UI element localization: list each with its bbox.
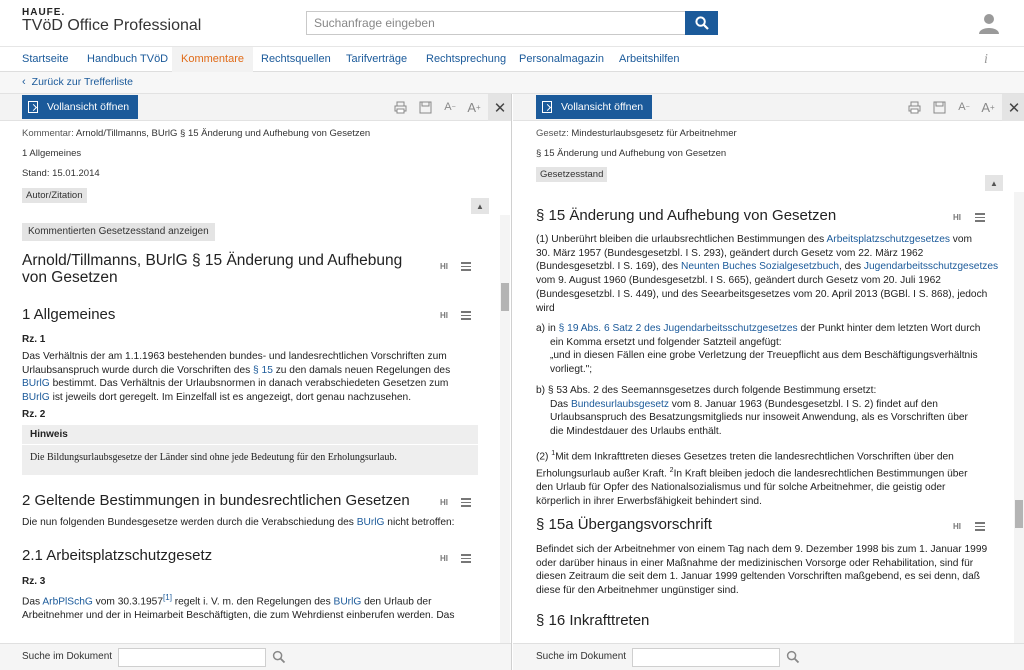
margin-number: Rz. 3	[22, 576, 46, 587]
nav-startseite[interactable]: Startseite	[22, 53, 69, 65]
left-close-button[interactable]: ✕	[488, 94, 512, 121]
section-heading-15: § 15 Änderung und Aufhebung von Gesetzen	[536, 207, 837, 224]
paragraph-item-b	[536, 384, 1006, 439]
brand-logo: HAUFE.	[22, 7, 66, 18]
paragraph	[536, 447, 1006, 509]
right-document-pane	[513, 94, 1024, 670]
text-line: die Mindestdauer des Urlaubs enthält.	[550, 426, 722, 438]
link-jugendarbeitsschutz-19[interactable]: § 19 Abs. 6 Satz 2 des Jugendarbeitsschutzgesetzes	[558, 323, 798, 334]
right-pane-toolbar	[513, 94, 1024, 121]
hi-icon[interactable]: HI	[440, 498, 448, 507]
left-fullview-label: Vollansicht öffnen	[47, 101, 130, 113]
text: Die nun folgenden Bundesgesetze werden durch die Verabschiedung des	[22, 517, 357, 528]
text: Urlaubsanspruch wurde durch die Vorschriften des	[22, 364, 254, 376]
text: (2)	[536, 451, 552, 463]
left-collapse-button[interactable]	[471, 198, 489, 214]
menu-icon[interactable]	[975, 213, 985, 222]
hi-icon[interactable]: HI	[440, 311, 448, 320]
text-line: 30. März 1957 (Bundesgesetzbl. I S. 293), geändert durch Gesetz vom 22. März 1962	[536, 247, 924, 259]
link-bundesurlaubsgesetz[interactable]: Bundesurlaubsgesetz	[570, 398, 669, 410]
margin-number: Rz. 1	[22, 334, 46, 345]
back-bar	[0, 72, 1024, 94]
text: Das	[550, 398, 571, 410]
text-line	[536, 233, 1006, 247]
left-meta-title	[22, 128, 370, 139]
menu-icon[interactable]	[461, 498, 471, 507]
text-line: oder darüber hinaus in einer Maßnahme der medizinischen Vorsorge oder Rehabilitation, sind für	[536, 557, 974, 569]
text-line: Urlaubsanspruch des Besatzungsmitglieds nur insoweit Anwendung, als es Vorschriften über	[550, 412, 968, 424]
menu-icon[interactable]	[975, 522, 985, 531]
save-icon[interactable]	[931, 99, 947, 115]
text-line: Arbeitnehmer und der in Heimarbeit Beschäftigten, die zum Wehrdienst einberufen werden. Das	[22, 610, 455, 622]
left-document-search-input[interactable]	[118, 648, 266, 667]
text-line: „und in diesen Fällen eine grobe Verletzung der Treuepflicht aus dem Beschäftigungsverhältnis	[550, 350, 978, 362]
text-line	[22, 377, 492, 391]
document-open-icon	[28, 101, 38, 113]
nav-personalmagazin[interactable]: Personalmagazin	[519, 53, 604, 65]
paragraph	[536, 543, 1006, 598]
left-document-content	[0, 215, 511, 643]
section-heading-16: § 16 Inkrafttreten	[536, 612, 650, 629]
text-line: diese für den Arbeitnehmer ungünstiger sind.	[536, 585, 739, 597]
show-commented-state-button[interactable]: Kommentierten Gesetzesstand anzeigen	[22, 223, 215, 241]
nav-rechtsprechung[interactable]: Rechtsprechung	[426, 53, 507, 65]
link-burlg[interactable]: BUrlG	[333, 596, 362, 608]
text-line	[536, 447, 1006, 464]
right-collapse-button[interactable]	[985, 175, 1003, 191]
right-document-content	[513, 192, 1024, 643]
text: (Bundesgesetzbl. I S. 169), des	[536, 261, 681, 273]
font-decrease-icon[interactable]: A −	[444, 101, 456, 113]
text-line	[536, 260, 1006, 274]
link-burlg[interactable]: BUrlG	[356, 517, 385, 528]
link-burlg[interactable]: BUrlG	[22, 378, 50, 390]
paragraph	[536, 233, 1006, 315]
hi-icon[interactable]: HI	[953, 213, 961, 222]
sentence-number: 1	[551, 450, 556, 457]
text: zu den damals neuen Regelungen des	[272, 364, 451, 376]
text-line: den Urlaub für Opfer des Nationalsozialismus und für solche Arbeitnehmer, die geistig oder	[536, 482, 946, 494]
text: a) in	[536, 323, 559, 334]
text-line	[22, 391, 492, 405]
right-meta-title	[536, 128, 737, 139]
paragraph	[22, 516, 492, 530]
search-in-document-label: Suche im Dokument	[536, 651, 627, 662]
global-search	[306, 11, 718, 35]
right-close-button[interactable]: ✕	[1002, 94, 1024, 121]
nav-tarifvertraege[interactable]: Tarifverträge	[346, 53, 408, 65]
font-increase-icon[interactable]: A +	[981, 99, 995, 115]
text-line: diesen Zeitraum die seit dem 1. Januar 1999 geltenden Vorschriften maßgebend, es sei denn, daß	[536, 571, 980, 583]
text: der Punkt hinter dem letzten Wort durch	[797, 323, 981, 334]
left-document-pane	[0, 94, 512, 670]
font-increase-icon[interactable]: A +	[467, 99, 481, 115]
right-document-search-input[interactable]	[632, 648, 780, 667]
text-line: Befindet sich der Arbeitnehmer von einem Tag nach dem 9. Dezember 1998 bis zum 1. Januar 1999	[536, 544, 988, 555]
text-line: vorliegt.";	[550, 364, 593, 376]
font-decrease-icon[interactable]: A −	[958, 101, 970, 113]
menu-icon[interactable]	[461, 262, 471, 271]
search-icon[interactable]	[272, 650, 286, 664]
title-line-2: von Gesetzen	[22, 269, 118, 286]
meta-title: Arnold/Tillmanns, BUrlG § 15 Änderung und Aufhebung von Gesetzen	[75, 128, 371, 139]
sentence-number: 2	[669, 467, 674, 475]
section-heading-arbeitsplatz: 2.1 Arbeitsplatzschutzgesetz	[22, 547, 213, 564]
chevron-up-icon: ▲	[990, 178, 998, 188]
left-meta-stand: Stand: 15.01.2014	[22, 168, 100, 179]
info-icon[interactable]: i	[984, 52, 988, 67]
text-line: vom 9. August 1960 (Bundesgesetzbl. I S. 665), geändert durch Gesetz vom 20. Juli 1962	[536, 275, 941, 287]
text: bestimmt. Das Verhältnis der Urlaubsnormen in danach verabschiedeten Gesetzen zum	[49, 378, 449, 390]
text: ist jeweils dort geregelt. Im Einzelfall ist es angezeigt, dort genau nachzusehen.	[49, 392, 412, 404]
paragraph-item-a	[536, 322, 1006, 377]
print-icon[interactable]	[906, 99, 922, 115]
note-heading: Hinweis	[22, 425, 478, 445]
chevron-left-icon: ‹	[22, 76, 26, 88]
text-line	[536, 464, 1006, 481]
app-header	[0, 0, 1024, 46]
link-paragraph-15[interactable]: § 15	[253, 364, 273, 376]
section-heading-15a: § 15a Übergangsvorschrift	[536, 516, 712, 533]
link-jugendarbeitsschutzgesetz[interactable]: Jugendarbeitsschutzgesetzes	[863, 261, 999, 273]
hi-icon[interactable]: HI	[440, 554, 448, 563]
link-arbeitsplatzschutzgesetz[interactable]: Arbeitsplatzschutzgesetzes	[826, 234, 950, 245]
menu-icon[interactable]	[461, 311, 471, 320]
note-box	[22, 425, 478, 475]
nav-rechtsquellen[interactable]: Rechtsquellen	[261, 53, 331, 65]
right-scroll-thumb[interactable]	[1015, 500, 1023, 528]
text-line: ein Komma ersetzt und folgender Satzteil angefügt:	[550, 336, 782, 348]
search-input[interactable]	[306, 11, 686, 35]
text-line: körperlich in ihrer Erwerbsfähigkeit behindert sind.	[536, 495, 762, 507]
hi-icon[interactable]: HI	[440, 262, 448, 271]
chevron-up-icon: ▲	[476, 201, 484, 211]
note-text: Die Bildungsurlaubsgesetze der Länder sind ohne jede Bedeutung für den Erholungsurlaub.	[30, 452, 397, 463]
paragraph	[22, 350, 492, 405]
left-scrollbar[interactable]	[500, 215, 510, 643]
text-line	[536, 322, 1006, 336]
text: Erholungsurlaub außer Kraft.	[536, 468, 670, 480]
text: (1) Unberührt bleiben die urlaubsrechtlichen Bestimmungen des	[536, 234, 827, 245]
text-line: Das Verhältnis der am 1.1.1963 bestehenden bundes- und landesrechtlichen Vorschriften zum	[22, 351, 447, 362]
text: nicht betroffen:	[384, 517, 455, 528]
text-line: (Bundesgesetzbl. I S. 449), und des Seearbeitsgesetzes vom 20. April 2013 (BGBl. I S. 868), jedoch	[536, 288, 988, 300]
text-line	[536, 398, 1006, 412]
text: den Urlaub der	[361, 596, 432, 608]
save-icon[interactable]	[417, 99, 433, 115]
left-fullview-button[interactable]	[22, 95, 138, 119]
document-open-icon	[542, 101, 552, 113]
text: Das	[22, 596, 43, 608]
search-icon[interactable]	[786, 650, 800, 664]
left-document-search	[0, 643, 511, 670]
author-citation-tag[interactable]: Autor/Zitation	[22, 188, 87, 203]
text-line	[22, 364, 492, 378]
right-meta-sub: § 15 Änderung und Aufhebung von Gesetzen	[536, 148, 727, 159]
print-icon[interactable]	[392, 99, 408, 115]
right-fullview-label: Vollansicht öffnen	[561, 101, 644, 113]
back-link-label: Zurück zur Trefferliste	[31, 76, 134, 88]
section-heading-geltende: 2 Geltende Bestimmungen in bundesrechtlichen Gesetzen	[22, 492, 410, 509]
text: vom	[949, 234, 973, 245]
nav-arbeitshilfen[interactable]: Arbeitshilfen	[619, 53, 680, 65]
title-line-1: Arnold/Tillmanns, BUrlG § 15 Änderung und Aufhebung	[22, 252, 403, 269]
margin-number: Rz. 2	[22, 409, 46, 420]
hi-icon[interactable]: HI	[953, 522, 961, 531]
left-pane-toolbar	[0, 94, 511, 121]
link-sgb-ix[interactable]: Neunten Buches Sozialgesetzbuch	[680, 261, 839, 273]
paragraph	[22, 591, 492, 623]
text-line	[22, 591, 492, 609]
text: In Kraft bleiben jedoch die landesrechtlichen Bestimmungen über	[673, 468, 968, 480]
link-burlg[interactable]: BUrlG	[22, 392, 50, 404]
left-meta-sub: 1 Allgemeines	[22, 148, 82, 159]
text: vom 8. Januar 1963 (Bundesgesetzbl. I S. 2) findet auf den	[668, 398, 938, 410]
user-avatar-icon[interactable]	[978, 12, 1000, 34]
search-icon	[695, 16, 709, 30]
text: vom 30.3.1957	[92, 596, 164, 608]
law-state-tag[interactable]: Gesetzesstand	[536, 167, 607, 182]
nav-handbuch-tvoed[interactable]: Handbuch TVöD	[87, 53, 169, 65]
meta-title: Mindesturlaubsgesetz für Arbeitnehmer	[571, 128, 737, 139]
section-heading-allgemeines: 1 Allgemeines	[22, 306, 116, 323]
meta-label: Gesetz:	[536, 128, 569, 139]
search-button[interactable]	[685, 11, 718, 35]
meta-label: Kommentar:	[22, 128, 74, 139]
footnote-link[interactable]: [1]	[163, 593, 172, 602]
menu-icon[interactable]	[461, 554, 471, 563]
text-line: wird	[536, 302, 555, 314]
text: , des	[839, 261, 864, 273]
document-title	[22, 252, 402, 286]
nav-kommentare[interactable]: Kommentare	[172, 47, 253, 72]
left-scroll-thumb[interactable]	[501, 283, 509, 311]
text: Mit dem Inkrafttreten dieses Gesetzes treten die landesrechtlichen Vorschriften über den	[555, 451, 954, 463]
back-to-results-link[interactable]	[22, 76, 133, 88]
text-line: b) § 53 Abs. 2 des Seemannsgesetzes durch folgende Bestimmung ersetzt:	[536, 385, 877, 396]
right-fullview-button[interactable]	[536, 95, 652, 119]
link-arbplschg[interactable]: ArbPlSchG	[42, 596, 93, 608]
right-scrollbar[interactable]	[1014, 192, 1024, 643]
product-title[interactable]: TVöD Office Professional	[22, 17, 202, 34]
main-navigation	[0, 46, 1024, 72]
search-in-document-label: Suche im Dokument	[22, 651, 113, 662]
text: regelt i. V. m. den Regelungen des	[171, 596, 334, 608]
right-document-search	[513, 643, 1024, 670]
